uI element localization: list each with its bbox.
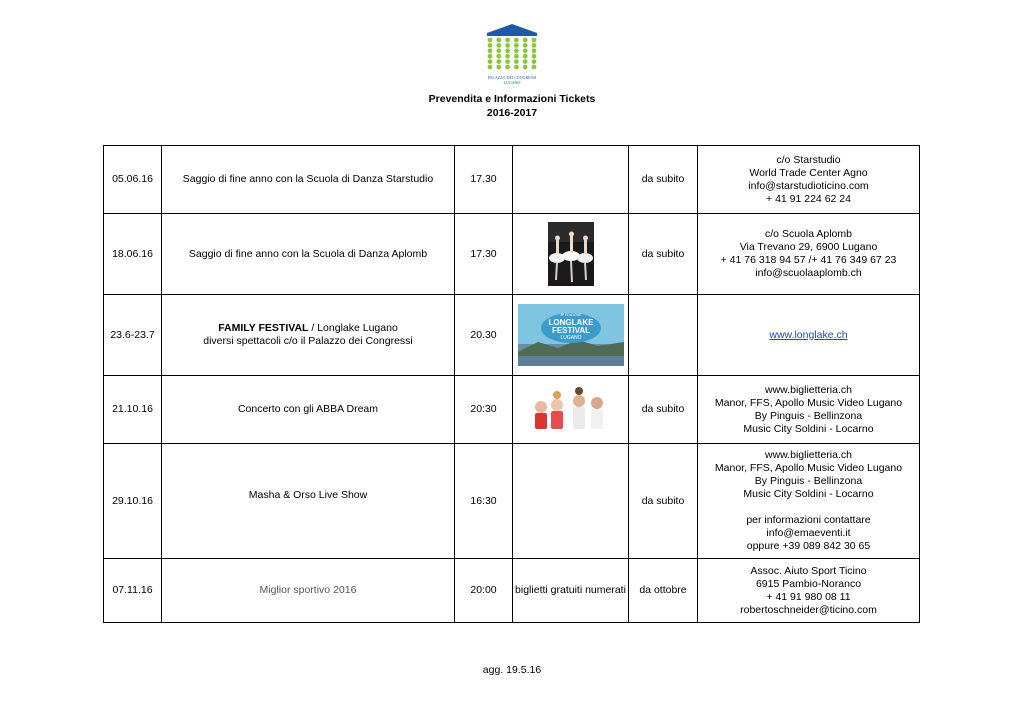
logo-dot: [523, 38, 528, 43]
event-title: Masha & Orso Live Show: [162, 444, 455, 559]
logo-dot: [514, 59, 519, 64]
event-presale: da subito: [629, 214, 698, 295]
event-title-bold: FAMILY FESTIVAL: [218, 322, 309, 334]
last-updated: agg. 19.5.16: [482, 664, 542, 676]
logo-dot: [488, 59, 493, 64]
contact-line: robertoschneider@ticino.com: [740, 603, 877, 616]
logo-dot: [523, 54, 528, 59]
contact-line: info@scuolaaplomb.ch: [755, 267, 862, 279]
page-title: [0, 92, 1024, 120]
event-time: 16:30: [455, 444, 513, 559]
event-note: biglietti gratuiti numerati: [513, 559, 629, 623]
event-title: Saggio di fine anno con la Scuola di Danza Aplomb: [162, 214, 455, 295]
contact-line: World Trade Center Agno: [749, 166, 868, 179]
contact-line: info@emaeventi.it: [766, 527, 851, 539]
contact-line: Manor, FFS, Apollo Music Video Lugano: [714, 462, 903, 474]
season-text: 2016-2017: [486, 107, 538, 119]
event-time: 17.30: [455, 214, 513, 295]
svg-text:PALAZZO DEI CONGRESSI: PALAZZO DEI CONGRESSI: [487, 75, 537, 80]
logo-dot: [505, 43, 510, 48]
logo-dot: [532, 43, 537, 48]
logo-dot: [523, 65, 528, 70]
event-date: 23.6-23.7: [104, 295, 162, 376]
logo-dot: [523, 43, 528, 48]
event-contact: [698, 444, 920, 559]
events-table: [103, 145, 920, 623]
event-date: 07.11.16: [104, 559, 162, 623]
logo-dot: [523, 48, 528, 53]
svg-text:FESTIVAL: FESTIVAL: [551, 326, 590, 335]
logo-dot: [488, 48, 493, 53]
event-contact: [698, 559, 920, 623]
event-date: 05.06.16: [104, 146, 162, 214]
contact-line: info@starstudioticino.com: [748, 179, 869, 192]
longlake-festival-banner: [518, 304, 624, 366]
logo-dot: [488, 65, 493, 70]
table-row: [104, 444, 920, 559]
title-text: Prevendita e Informazioni Tickets: [428, 93, 596, 105]
event-image-cell: [513, 376, 629, 444]
logo-dot: [496, 38, 501, 43]
event-contact: [698, 376, 920, 444]
event-title: Concerto con gli ABBA Dream: [162, 376, 455, 444]
table-row: [104, 559, 920, 623]
contact-line: www.biglietteria.ch: [765, 449, 852, 461]
table-row: [104, 295, 920, 376]
table-row: [104, 146, 920, 214]
contact-line: Music City Soldini - Locarno: [743, 422, 874, 435]
logo-dot: [496, 43, 501, 48]
contact-line: + 41 91 224 62 24: [766, 192, 851, 205]
logo-dot: [496, 65, 501, 70]
contact-line: c/o Starstudio: [776, 153, 841, 166]
logo-dot: [505, 59, 510, 64]
event-time: 20:30: [455, 376, 513, 444]
event-contact: [698, 146, 920, 214]
event-presale: da subito: [629, 376, 698, 444]
event-contact: [698, 214, 920, 295]
logo-dot: [532, 65, 537, 70]
table-row: [104, 214, 920, 295]
logo-dot: [532, 59, 537, 64]
logo-dot: [532, 38, 537, 43]
contact-line: + 41 91 980 08 11: [766, 590, 851, 603]
event-title-cell: [162, 295, 455, 376]
event-image-cell: [513, 295, 629, 376]
event-title: Saggio di fine anno con la Scuola di Danza Starstudio: [162, 146, 455, 214]
contact-line: By Pinguis - Bellinzona: [754, 409, 863, 422]
event-note: [513, 146, 629, 214]
logo-dot: [514, 48, 519, 53]
logo-dot: [514, 65, 519, 70]
longlake-website-link[interactable]: www.longlake.ch: [769, 328, 848, 341]
contact-line: Music City Soldini - Locarno: [743, 488, 874, 500]
event-note: [513, 444, 629, 559]
svg-text:LUGANO: LUGANO: [559, 335, 582, 341]
event-time: 20:00: [455, 559, 513, 623]
logo-dot: [488, 38, 493, 43]
event-date: 21.10.16: [104, 376, 162, 444]
abba-dream-photo: [523, 387, 619, 433]
contact-line: www.biglietteria.ch: [765, 383, 852, 396]
event-image-cell: [513, 214, 629, 295]
event-date: 29.10.16: [104, 444, 162, 559]
event-date: 18.06.16: [104, 214, 162, 295]
logo-dot: [514, 43, 519, 48]
contact-line: oppure +39 089 842 30 65: [746, 540, 871, 552]
contact-line: 6915 Pambio-Noranco: [755, 577, 862, 590]
event-subtitle: diversi spettacoli c/o il Palazzo dei Congressi: [203, 335, 413, 347]
logo-dot: [532, 48, 537, 53]
contact-line: + 41 76 318 94 57 /+ 41 76 349 67 23: [720, 254, 897, 266]
svg-text:LUGANO: LUGANO: [503, 80, 521, 85]
contact-line: Manor, FFS, Apollo Music Video Lugano: [714, 396, 903, 409]
logo-dot: [532, 54, 537, 59]
event-time: 20.30: [455, 295, 513, 376]
logo-dot: [505, 65, 510, 70]
logo-dot: [514, 54, 519, 59]
logo-dot: [505, 54, 510, 59]
event-title: Miglior sportivo 2016: [162, 559, 455, 623]
event-presale: [629, 295, 698, 376]
contact-line: By Pinguis - Bellinzona: [754, 475, 863, 487]
logo-dot: [496, 54, 501, 59]
event-presale: da subito: [629, 444, 698, 559]
logo-dot: [523, 59, 528, 64]
contact-line: [701, 501, 916, 514]
ballet-dancers-photo: [548, 222, 594, 286]
logo-dot: [488, 54, 493, 59]
event-presale: da subito: [629, 146, 698, 214]
contact-line: c/o Scuola Aplomb: [765, 228, 852, 240]
event-contact: [698, 295, 920, 376]
logo-dot: [514, 38, 519, 43]
logo-dot: [496, 59, 501, 64]
event-time: 17.30: [455, 146, 513, 214]
palazzo-congressi-logo: [484, 22, 540, 88]
logo-dot: [496, 48, 501, 53]
event-title-rest: / Longlake Lugano: [308, 322, 398, 334]
svg-text:LONGLAKE: LONGLAKE: [548, 318, 593, 327]
contact-line: Via Trevano 29, 6900 Lugano: [739, 241, 878, 253]
table-row: [104, 376, 920, 444]
logo-dot: [488, 43, 493, 48]
contact-line: per informazioni contattare: [746, 514, 871, 526]
svg-text:8ª EDIZIONE: 8ª EDIZIONE: [560, 313, 581, 317]
contact-line: Assoc. Aiuto Sport Ticino: [750, 564, 867, 577]
event-presale: da ottobre: [629, 559, 698, 623]
logo-dot: [505, 38, 510, 43]
logo-dot: [505, 48, 510, 53]
